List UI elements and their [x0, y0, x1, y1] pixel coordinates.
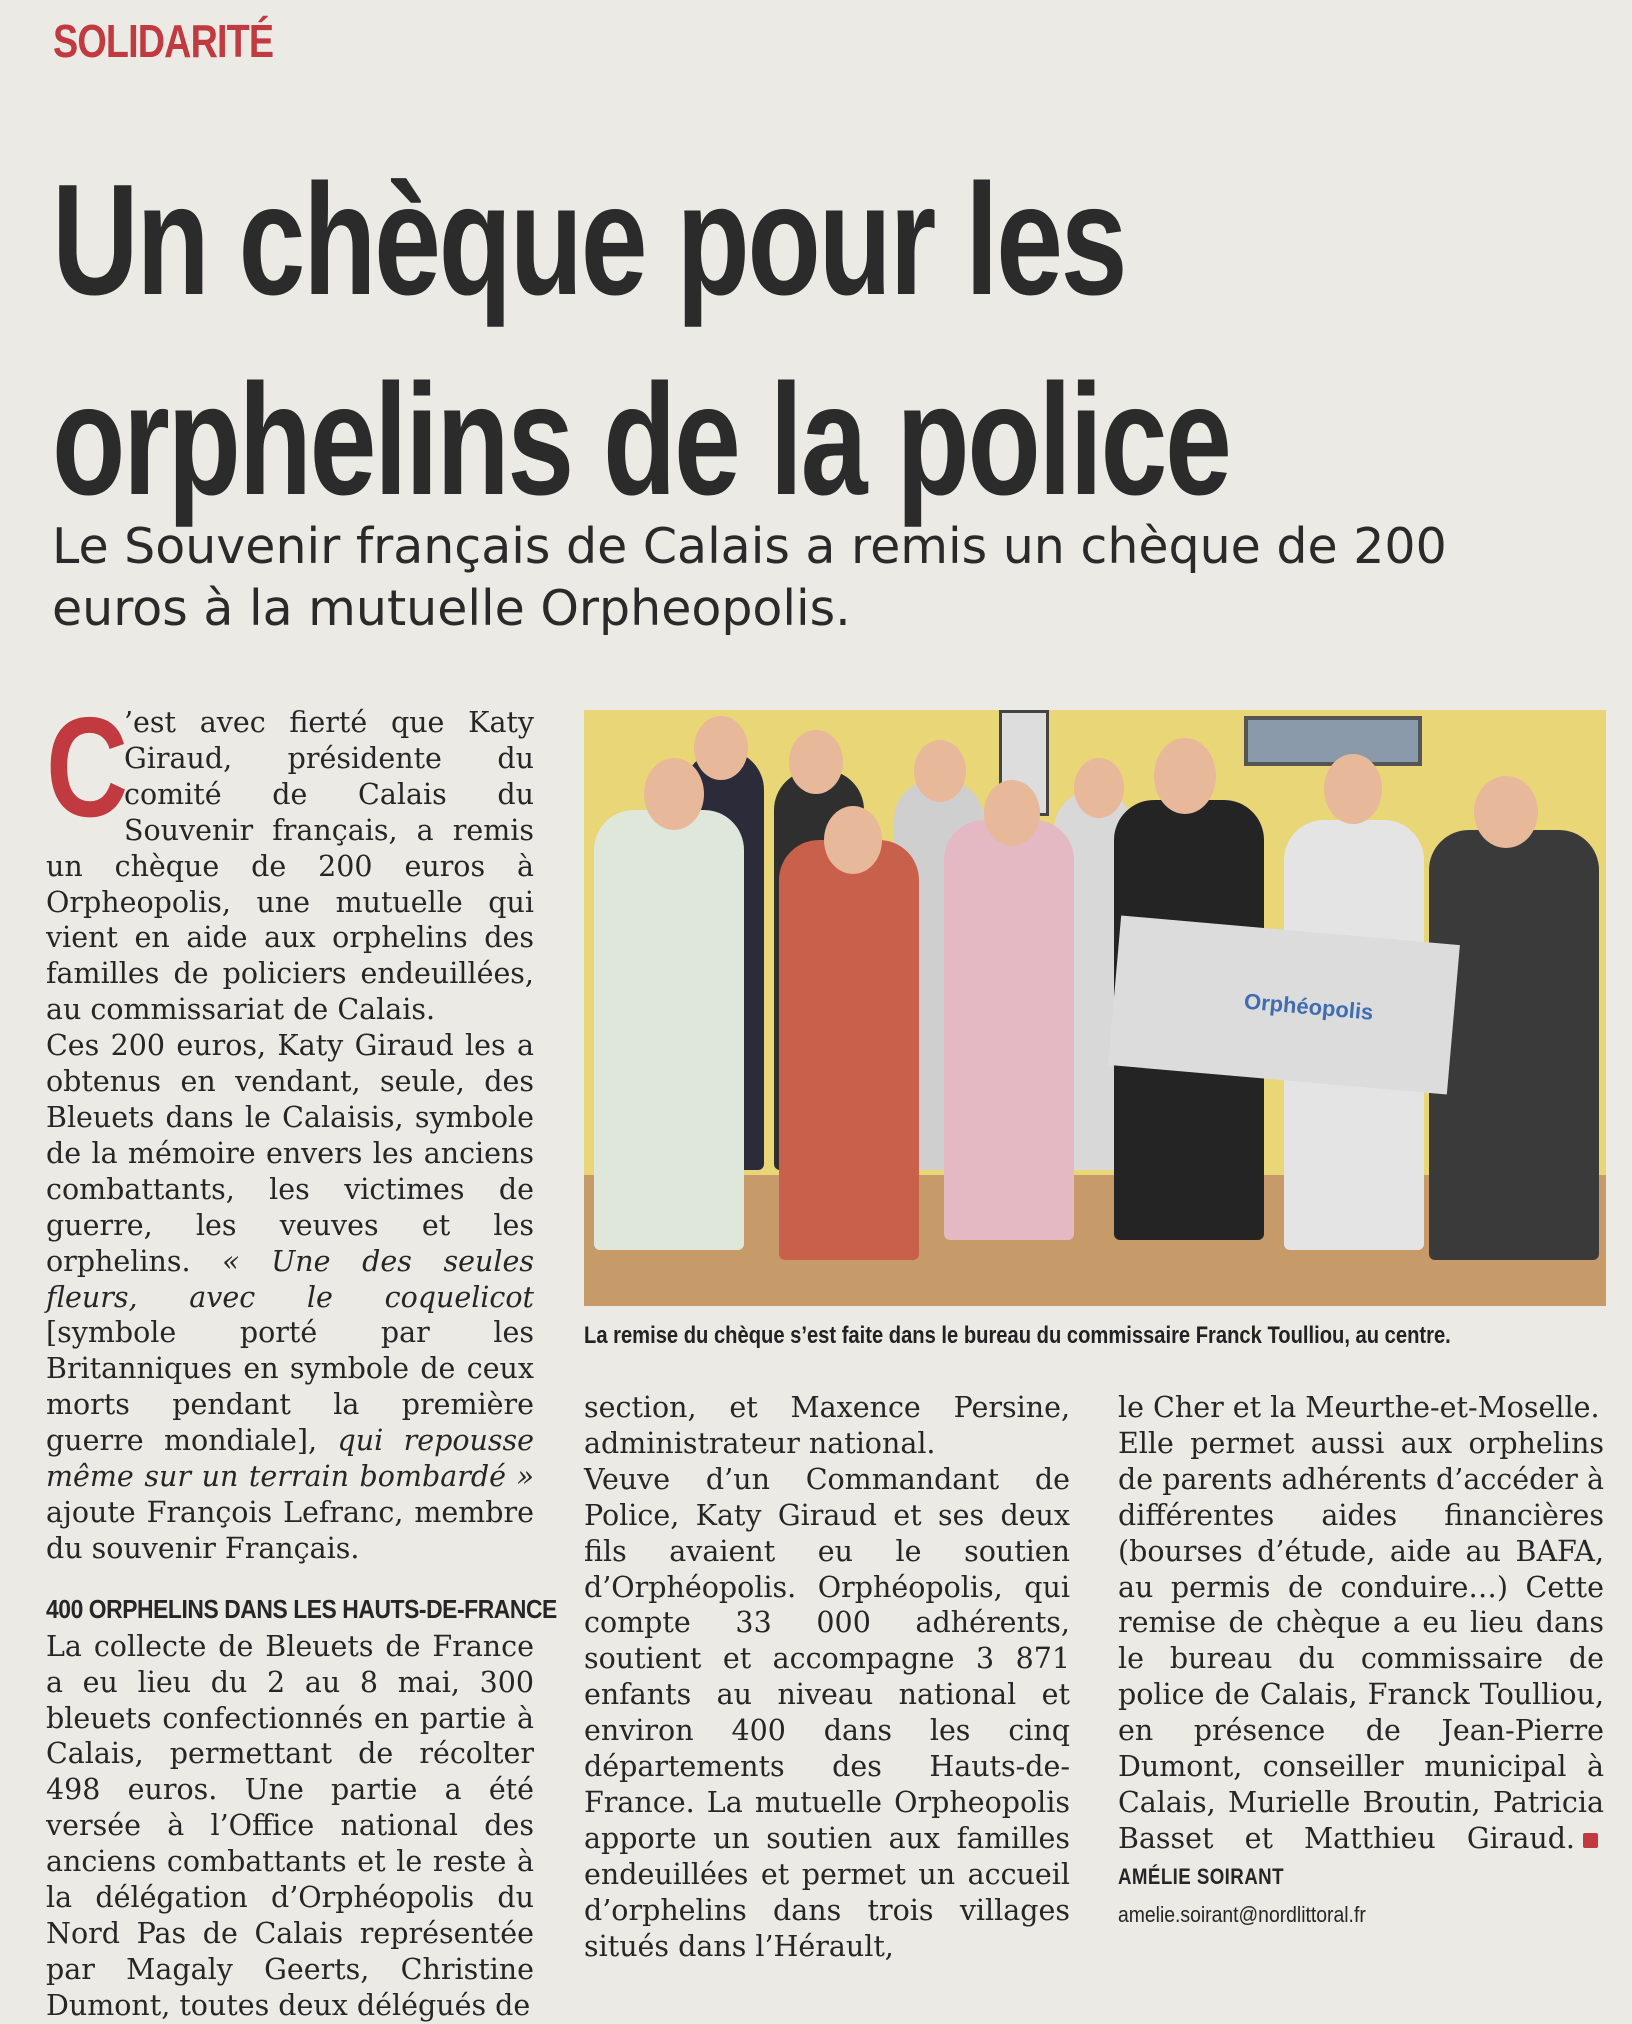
- person-head: [824, 806, 882, 874]
- person-head: [789, 730, 843, 794]
- wall-frame: [1244, 716, 1422, 766]
- cheque-sign: [1108, 915, 1460, 1094]
- person: [594, 810, 744, 1250]
- paragraph: [1118, 1426, 1604, 1895]
- paragraph-text: Ces 200 euros, Katy Giraud les a obtenus en vendant, seule, des Bleuets dans le Calaisis, symbole de la mémoire envers les anciens combattants, les victimes de guerre, les veuves et les orphelins.: [46, 1029, 534, 1278]
- drop-cap: C: [46, 688, 129, 847]
- sign-text: Orphéopolis: [1243, 988, 1375, 1025]
- paragraph: Veuve d’un Commandant de Police, Katy Giraud et ses deux fils avaient eu le soutien d’Orphéopolis. Orphéopolis, qui compte 33 000 adhérents, soutient et accompagne 3 871 enfants au niveau national et environ 400 dans les cinq départements des Hauts-de-France. La mutuelle Orpheopolis apporte un soutien aux familles endeuillées et permet un accueil d’orphelins dans trois villages situés dans l’Hérault,: [584, 1462, 1070, 1963]
- paragraph: le Cher et la Meurthe-et-Moselle.: [1118, 1391, 1600, 1424]
- quote-text: « Une des seules fleurs, avec le coquelicot: [46, 1244, 534, 1314]
- person-head: [644, 758, 704, 830]
- headline-line-2: orphelins de la police: [52, 352, 1230, 528]
- person: [1429, 830, 1599, 1260]
- paragraph-text: Elle permet aussi aux orphelins de parents adhérents d’accéder à différentes aides financières (bourses d’étude, aide au BAFA, au permis de conduire…) Cette remise de chèque a eu lieu dans le bureau du commissaire de police de Calais, Franck Toulliou, en présence de Jean-Pierre Dumont, conseiller municipal à Calais, Murielle Broutin, Patricia Basset et Matthieu Giraud.: [1118, 1426, 1604, 1855]
- person-head: [1324, 754, 1382, 824]
- subheading: 400 ORPHELINS DANS LES HAUTS-DE-FRANCE: [46, 1593, 557, 1624]
- paragraph: section, et Maxence Persine, administrateur national.: [584, 1391, 1070, 1460]
- byline: AMÉLIE SOIRANT: [1118, 1863, 1284, 1889]
- paragraph: ’est avec fierté que Katy Giraud, présidente du comité de Calais du Souvenir français, a remis un chèque de 200 euros à Orpheopolis, une mutuelle qui vient en aide aux orphelins des familles de policiers endeuillées, au commissariat de Calais.: [46, 706, 534, 1027]
- article-column-2: [584, 1390, 1070, 1965]
- paragraph-text: [symbole porté par les Britanniques en symbole de ceux morts pendant la première guerre mondiale],: [46, 1316, 534, 1458]
- byline-square-icon: [1583, 1833, 1598, 1848]
- person: [944, 820, 1074, 1240]
- article-column-1: [46, 688, 557, 2024]
- headline-line-1: Un chèque pour les: [52, 152, 1126, 328]
- article-photo: [584, 710, 1606, 1306]
- person-head: [694, 716, 748, 780]
- quote-text: qui repousse même sur un terrain bombardé »: [46, 1424, 535, 1494]
- person-head: [1154, 738, 1216, 814]
- photo-caption: La remise du chèque s’est faite dans le bureau du commissaire Franck Toulliou, au centre.: [584, 1322, 1451, 1349]
- paragraph: La collecte de Bleuets de France a eu lieu du 2 au 8 mai, 300 bleuets confectionnés en partie à Calais, permettant de récolter 498 euros. Une partie a été versée à l’Office national des anciens combattants et le reste à la délégation d’Orphéopolis du Nord Pas de Calais représentée par Magaly Geerts, Christine Dumont, toutes deux délégués de: [46, 1629, 534, 2022]
- author-email[interactable]: amelie.soirant@nordlittoral.fr: [1118, 1901, 1366, 1927]
- paragraph: [46, 1028, 534, 1567]
- person: [779, 840, 919, 1260]
- person-head: [914, 740, 966, 802]
- paragraph-text: ajoute François Lefranc, membre du souvenir Français.: [46, 1495, 534, 1565]
- article-column-3: [1118, 1390, 1604, 1933]
- standfirst: Le Souvenir français de Calais a remis un chèque de 200 euros à la mutuelle Orpheopolis.: [52, 518, 1447, 637]
- person-head: [1474, 776, 1538, 848]
- section-rubric: SOLIDARITÉ: [53, 15, 274, 67]
- person-head: [984, 780, 1040, 846]
- headline: [52, 140, 1612, 540]
- person-head: [1074, 758, 1124, 818]
